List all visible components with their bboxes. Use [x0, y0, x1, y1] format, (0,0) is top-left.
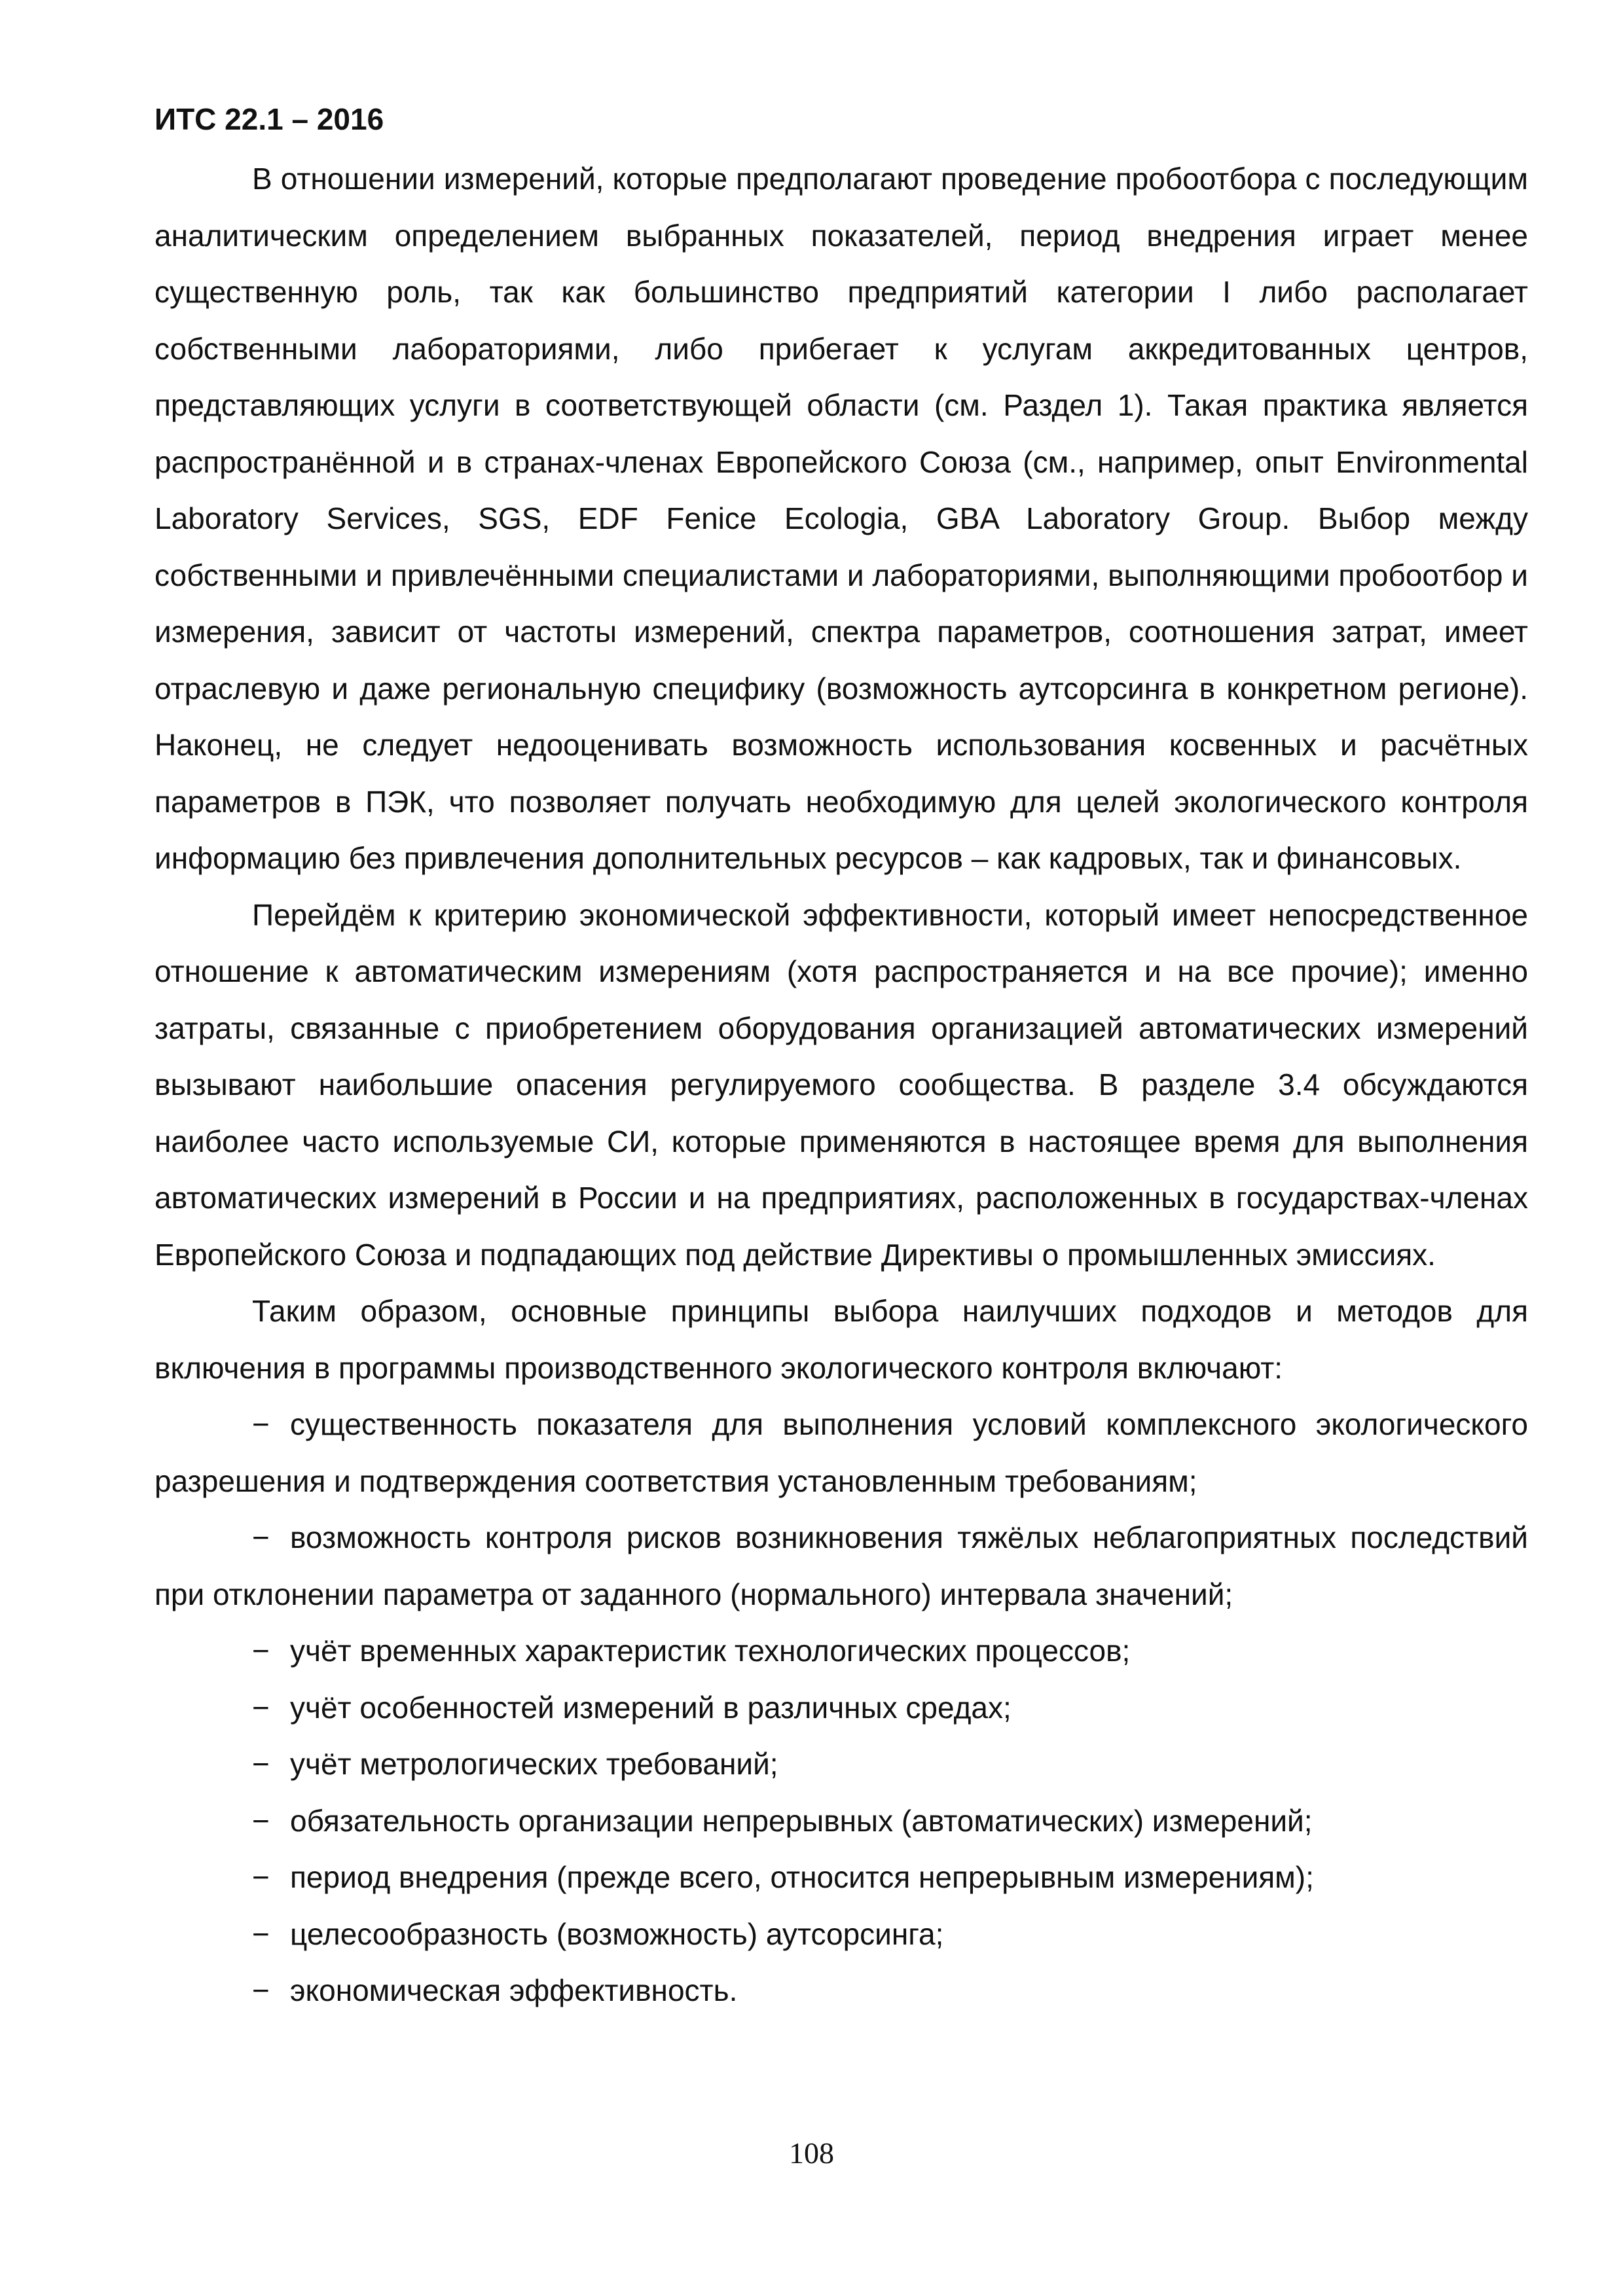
- list-item: [155, 1679, 1528, 1736]
- paragraph-principles-intro: Таким образом, основные принципы выбора наилучших подходов и методов для включения в программы производственного экологического контроля включают:: [155, 1294, 1528, 1385]
- list-item-text: учёт особенностей измерений в различных средах;: [290, 1690, 1012, 1725]
- list-dash: −: [252, 1973, 270, 2007]
- list-item-text: возможность контроля рисков возникновения тяжёлых неблагоприятных последствий при отклонении параметра от заданного (нормального) интервала значений;: [155, 1520, 1528, 1611]
- paragraph-measurements: В отношении измерений, которые предполагают проведение пробоотбора с последующим аналитическим определением выбранных показателей, период внедрения играет менее существенную роль, так как большинство предприятий категории I либо располагает собственными лабораториями, либо прибегает к услугам аккредитованных центров, представляющих услуги в соответствующей области (см. Раздел 1). Такая практика является распространённой и в странах-членах Европейского Союза (см., например, опыт Environmental Laboratory Services, SGS, EDF Fenice Ecologia, GBA Laboratory Group. Выбор между собственными и привлечёнными специалистами и лабораториями, выполняющими пробоотбор и измерения, зависит от частоты измерений, спектра параметров, соотношения затрат, имеет отраслевую и даже региональную специфику (возможность аутсорсинга в конкретном регионе). Наконец, не следует недооценивать возможность использования косвенных и расчётных параметров в ПЭК, что позволяет получать необходимую для целей экологического контроля информацию без привлечения дополнительных ресурсов – как кадровых, так и финансовых.: [155, 162, 1528, 875]
- list-dash: −: [252, 1916, 270, 1951]
- list-item: [155, 1623, 1528, 1679]
- list-item: [155, 1736, 1528, 1793]
- list-item-text: учёт метрологических требований;: [290, 1747, 778, 1781]
- list-item: [155, 1849, 1528, 1906]
- list-item-text: учёт временных характеристик технологических процессов;: [290, 1634, 1131, 1668]
- document-body: [155, 151, 1528, 2019]
- list-item: [155, 1396, 1528, 1509]
- list-item-text: целесообразность (возможность) аутсорсинга;: [290, 1916, 944, 1951]
- list-item-text: существенность показателя для выполнения условий комплексного экологического разрешения и подтверждения соответствия установленным требованиям;: [155, 1407, 1528, 1498]
- list-item: [155, 1793, 1528, 1850]
- page-number: 108: [789, 2136, 834, 2170]
- list-dash: −: [252, 1803, 270, 1838]
- principles-list: [155, 1396, 1528, 2019]
- list-item-text: экономическая эффективность.: [290, 1973, 738, 2007]
- list-dash: −: [252, 1407, 270, 1441]
- list-item-text: обязательность организации непрерывных (автоматических) измерений;: [290, 1803, 1313, 1838]
- list-dash: −: [252, 1520, 270, 1554]
- paragraph-economic-efficiency: Перейдём к критерию экономической эффективности, который имеет непосредственное отношение к автоматическим измерениям (хотя распространяется и на все прочие); именно затраты, связанные с приобретением оборудования организацией автоматических измерений вызывают наибольшие опасения регулируемого сообщества. В разделе 3.4 обсуждаются наиболее часто используемые СИ, которые применяются в настоящее время для выполнения автоматических измерений в России и на предприятиях, расположенных в государствах-членах Европейского Союза и подпадающих под действие Директивы о промышленных эмиссиях.: [155, 897, 1528, 1272]
- list-dash: −: [252, 1747, 270, 1781]
- list-dash: −: [252, 1860, 270, 1894]
- list-dash: −: [252, 1634, 270, 1668]
- list-item: [155, 1906, 1528, 1963]
- list-item-text: период внедрения (прежде всего, относится непрерывным измерениям);: [290, 1860, 1314, 1894]
- list-dash: −: [252, 1690, 270, 1725]
- document-header: ИТС 22.1 – 2016: [155, 102, 384, 136]
- list-item: [155, 1509, 1528, 1623]
- list-item: [155, 1962, 1528, 2019]
